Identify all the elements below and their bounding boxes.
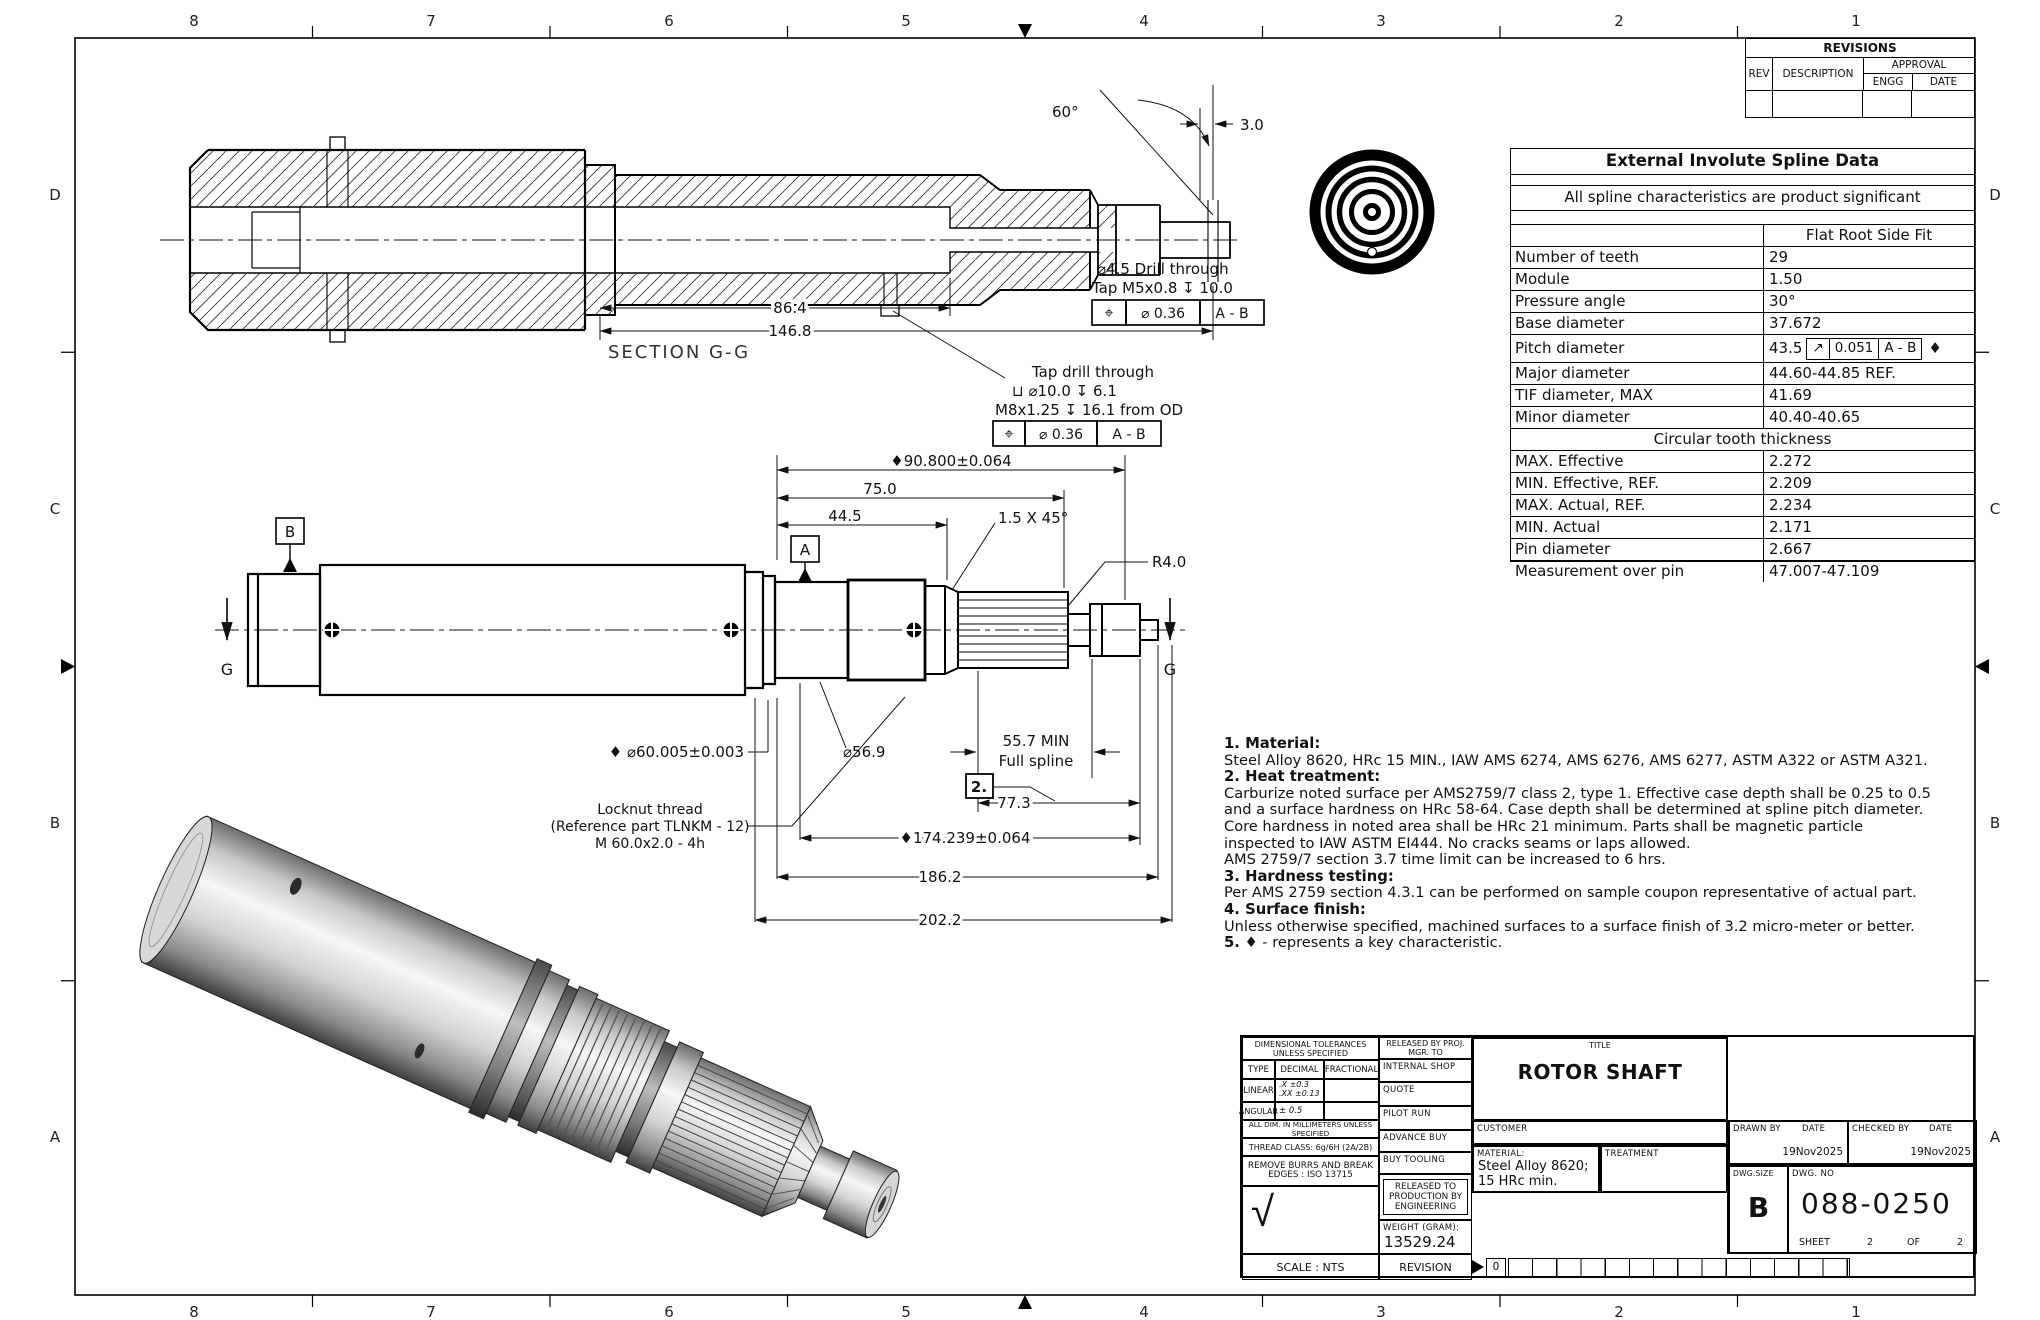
dwg-size-value: B [1747,1191,1770,1224]
fit-header: Flat Root Side Fit [1805,226,1933,244]
chamfer-length-dim: 3.0 [1240,116,1264,134]
date-label: DATE [1929,1124,1953,1134]
dim-174-239: ♦174.239±0.064 [899,829,1031,847]
row-linear: LINEAR [1242,1079,1275,1102]
dim-186-2: 186.2 [918,868,962,886]
row-value: 1.50 [1769,270,1803,288]
chamfer-dim: 1.5 X 45° [998,509,1069,527]
scale-note: SCALE : NTS [1242,1254,1379,1280]
row-label: Base diameter [1511,313,1764,334]
table-row [1511,539,1974,561]
burrs-note: REMOVE BURRS AND BREAK EDGES : ISO 13715 [1247,1161,1374,1180]
checked-by-label: CHECKED BY [1852,1124,1910,1134]
angular-tol: ± 0.5 [1275,1102,1324,1120]
section-gg-view [160,85,1264,446]
dim-202-2: 202.2 [918,911,962,929]
note-1-title: 1. Material: [1224,735,1321,752]
all-dim-note: ALL DIM. IN MILLIMETERS UNLESS SPECIFIED [1242,1120,1379,1138]
dia-60-005: ♦ ⌀60.005±0.003 [608,743,744,761]
zone-row-right: B [1989,814,2001,832]
note-3-title: 3. Hardness testing: [1224,867,1394,885]
material-label: MATERIAL: [1477,1149,1525,1159]
linear-tol-2: .XX ±0.13 [1279,1089,1320,1098]
advance-buy: ADVANCE BUY [1383,1133,1448,1143]
row-angular: ANGULAR [1242,1102,1275,1120]
zone-row-left: C [49,500,61,518]
note-2-body2: AMS 2759/7 section 3.7 time limit can be increased to 6 hrs. [1224,851,1666,869]
dwg-size-label: DWG.SIZE [1733,1169,1774,1178]
revisions-title: REVISIONS [1746,39,1974,58]
checked-date: 19Nov2025 [1910,1146,1971,1158]
weight-label: WEIGHT (GRAM): [1383,1223,1460,1233]
locknut-note-3: M 60.0x2.0 - 4h [595,836,705,852]
datum-a [791,536,819,582]
material-value-1: Steel Alloy 8620; [1478,1159,1589,1174]
section-label: SECTION G-G [608,342,751,363]
tolerance-header: DIMENSIONAL TOLERANCES UNLESS SPECIFIED [1254,1039,1367,1058]
row-value [1764,335,1974,362]
row-value: 2.667 [1769,540,1812,558]
zone-col-bottom: 7 [426,1303,436,1320]
customer-label: CUSTOMER [1477,1124,1528,1134]
table-row [1511,407,1974,429]
zone-row-left: D [49,186,61,204]
note-2-body: Carburize noted surface per AMS2759/7 class 2, type 1. Effective case depth shall be 0.25 to 0.5 and a surface hardness on HRc 58-64. Case depth shall be determined at spline pitch diameter. Core hardness in noted area shall be HRc 21 minimum. Parts shall be magnetic particle inspected to IAW ASTM EI444. No cracks seams or laps allowed. [1224,784,1931,852]
col-fractional: FRACTIONAL [1324,1060,1379,1079]
section-arrow-label-left: G [220,660,234,679]
spline-end-view [1315,155,1429,269]
date-label: DATE [1802,1124,1826,1134]
title-label: TITLE [1589,1041,1611,1050]
row-label: MIN. Actual [1511,517,1764,538]
table-row [1511,451,1974,473]
zone-col-top: 2 [1614,12,1624,30]
row-value: 47.007-47.109 [1769,562,1880,580]
zone-row-left: B [49,814,61,832]
side-view [215,452,1186,929]
approval-header: APPROVAL [1864,58,1974,74]
revision-label: REVISION [1379,1254,1472,1280]
zone-col-top: 7 [426,12,436,30]
zone-col-bottom: 5 [901,1303,911,1320]
key-characteristic-icon: ♦ [1928,339,1942,357]
note-4-body: Unless otherwise specified, machined surfaces to a surface finish of 3.2 micro-meter or better. [1224,917,1915,935]
row-label: Major diameter [1511,363,1764,384]
drill-fcf-datums: A - B [1215,306,1249,322]
zone-col-top: 6 [664,12,674,30]
drawn-by-label: DRAWN BY [1733,1124,1781,1134]
table-row [1511,517,1974,539]
drill-callout [1091,260,1264,325]
zone-row-right: A [1989,1128,2001,1146]
datum-a-label: A [799,541,811,559]
zone-col-bottom: 4 [1139,1303,1149,1320]
revisions-table [1745,38,1975,118]
revisions-col-description: DESCRIPTION [1773,58,1864,90]
tap-callout-line3: M8x1.25 ↧ 16.1 from OD [995,401,1184,419]
table-row [1511,269,1974,291]
spline-min-length: 55.7 MIN [1002,732,1070,750]
zone-col-bottom: 6 [664,1303,674,1320]
table-row [1511,495,1974,517]
drawing-title: ROTOR SHAFT [1517,1060,1683,1084]
sheet-label: SHEET [1799,1237,1830,1248]
linear-tol-1: .X ±0.3 [1279,1080,1309,1089]
zone-col-top: 5 [901,12,911,30]
note-5-title: 5. [1224,934,1240,952]
radius-dim: R4.0 [1152,553,1187,571]
row-value: 41.69 [1769,386,1812,404]
row-label: MIN. Effective, REF. [1511,473,1764,494]
datum-b-label: B [284,523,296,541]
locknut-note-2: (Reference part TLNKM - 12) [550,819,750,835]
runout-fcf [1806,338,1922,360]
material-value-2: 15 HRc min. [1478,1174,1558,1189]
table-row [1511,473,1974,495]
row-label: MAX. Effective [1511,451,1764,472]
dim-90-800: ♦90.800±0.064 [890,452,1012,470]
quote: QUOTE [1383,1085,1415,1095]
row-value: 2.272 [1769,452,1812,470]
position-icon: ⌖ [1004,424,1014,443]
drill-fcf-tol: ⌀ 0.36 [1140,306,1186,322]
released-to-production: RELEASED TO PRODUCTION BY ENGINEERING [1383,1179,1468,1215]
weight-value: 13529.24 [1384,1233,1456,1251]
row-value: 37.672 [1769,314,1822,332]
sheet-num: 2 [1867,1237,1874,1248]
title-block [1240,1035,1975,1278]
group-header: Circular tooth thickness [1511,429,1974,451]
zone-col-bottom: 1 [1851,1303,1861,1320]
tap-callout-line1: Tap drill through [1032,363,1155,381]
drill-callout-line1: ⌀4.5 Drill through [1097,260,1229,278]
zone-row-right: C [1989,500,2001,518]
row-value: 2.234 [1769,496,1812,514]
tap-callout [993,363,1183,446]
pilot-run: PILOT RUN [1383,1109,1431,1119]
row-label: MAX. Actual, REF. [1511,495,1764,516]
drill-callout-line2: Tap M5x0.8 ↧ 10.0 [1092,279,1233,297]
dim-75-0: 75.0 [863,480,897,498]
zone-col-bottom: 2 [1614,1303,1624,1320]
tap-fcf-tol: ⌀ 0.36 [1038,427,1084,443]
locknut-note-1: Locknut thread [597,802,703,818]
table-row [1511,385,1974,407]
col-type: TYPE [1242,1060,1275,1079]
note-flag: 2. [970,778,988,796]
tap-fcf-datums: A - B [1112,427,1146,443]
row-label: Pressure angle [1511,291,1764,312]
treatment-label: TREATMENT [1605,1149,1659,1159]
row-value: 2.171 [1769,518,1812,536]
revision-marker-zero: 0 [1486,1258,1506,1278]
spline-table-title: External Involute Spline Data [1511,149,1974,175]
row-label: Measurement over pin [1511,561,1764,582]
row-value: 40.40-40.65 [1769,408,1861,426]
zone-col-top: 8 [189,12,199,30]
zone-col-bottom: 8 [189,1303,199,1320]
spline-data-table [1510,148,1975,580]
row-label: Minor diameter [1511,407,1764,428]
zone-col-top: 4 [1139,12,1149,30]
dim-146-8: 146.8 [768,322,812,340]
sheet-total: 2 [1957,1237,1964,1248]
table-row [1511,225,1974,247]
revisions-col-approval [1864,58,1974,90]
pitch-value: 43.5 [1769,339,1803,357]
dwg-no-value: 088-0250 [1801,1187,1952,1220]
spline-min-length2: Full spline [998,752,1074,770]
revisions-empty-row [1746,91,1974,117]
revisions-col-rev: REV [1746,58,1773,90]
thread-class-note: THREAD CLASS: 6g/6H (2A/2B) [1242,1138,1379,1156]
row-label: Module [1511,269,1764,290]
runout-tol: 0.051 [1830,339,1880,359]
zone-col-bottom: 3 [1376,1303,1386,1320]
row-value: 30° [1769,292,1796,310]
table-row [1511,561,1974,582]
internal-shop: INTERNAL SHOP [1383,1062,1456,1072]
section-arrow-label-right: G [1163,660,1177,679]
note-2-title: 2. Heat treatment: [1224,768,1381,786]
revision-ruler-boxes [1508,1258,1850,1278]
table-row [1511,313,1974,335]
row-value: 44.60-44.85 REF. [1769,364,1896,382]
table-row-pitch-diameter [1511,335,1974,363]
datum-b [276,518,304,572]
dim-44-5: 44.5 [828,507,862,525]
notes-block [1224,736,1936,952]
dim-86-4: 86.4 [773,299,807,317]
table-row [1511,247,1974,269]
revision-pointer-icon [1472,1260,1484,1274]
spline-table-subtitle: All spline characteristics are product significant [1511,186,1974,211]
position-icon: ⌖ [1104,303,1114,322]
released-by: RELEASED BY PROJ. MGR. TO [1386,1039,1465,1057]
isometric-view [126,806,924,1284]
revision-ruler [1472,1254,1977,1280]
dia-56-9: ⌀56.9 [843,743,886,761]
angle-dim: 60° [1052,103,1079,121]
note-4-title: 4. Surface finish: [1224,900,1366,918]
row-label: Pin diameter [1511,539,1764,560]
note-3-body: Per AMS 2759 section 4.3.1 can be performed on sample coupon representative of actual part. [1224,884,1917,902]
buy-tooling: BUY TOOLING [1383,1155,1446,1165]
approval-engg: ENGG [1864,74,1913,90]
row-value: 29 [1769,248,1789,266]
section-cut-arrows [221,598,1176,679]
note-1-body: Steel Alloy 8620, HRc 15 MIN., IAW AMS 6274, AMS 6276, AMS 6277, ASTM A322 or ASTM A321. [1224,751,1928,769]
tap-callout-line2: ⊔ ⌀10.0 ↧ 6.1 [1012,382,1117,400]
table-row [1511,363,1974,385]
dwg-no-label: DWG. NO [1792,1169,1835,1179]
runout-datums: A - B [1884,339,1917,356]
dim-77-3: 77.3 [997,794,1031,812]
zone-col-top: 3 [1376,12,1386,30]
drawn-date: 19Nov2025 [1782,1146,1843,1158]
row-label: Pitch diameter [1511,335,1764,362]
of-label: OF [1907,1237,1920,1248]
row-label: TIF diameter, MAX [1511,385,1764,406]
row-value: 2.209 [1769,474,1812,492]
runout-icon: ↗ [1807,339,1829,359]
approval-date: DATE [1929,76,1958,88]
table-row [1511,291,1974,313]
note-5-body: ♦ - represents a key characteristic. [1244,934,1503,952]
row-label: Number of teeth [1511,247,1764,268]
zone-col-top: 1 [1851,12,1861,30]
col-decimal: DECIMAL [1275,1060,1324,1079]
surface-finish-icon: √ [1251,1187,1275,1236]
zone-row-left: A [49,1128,61,1146]
zone-row-right: D [1989,186,2001,204]
